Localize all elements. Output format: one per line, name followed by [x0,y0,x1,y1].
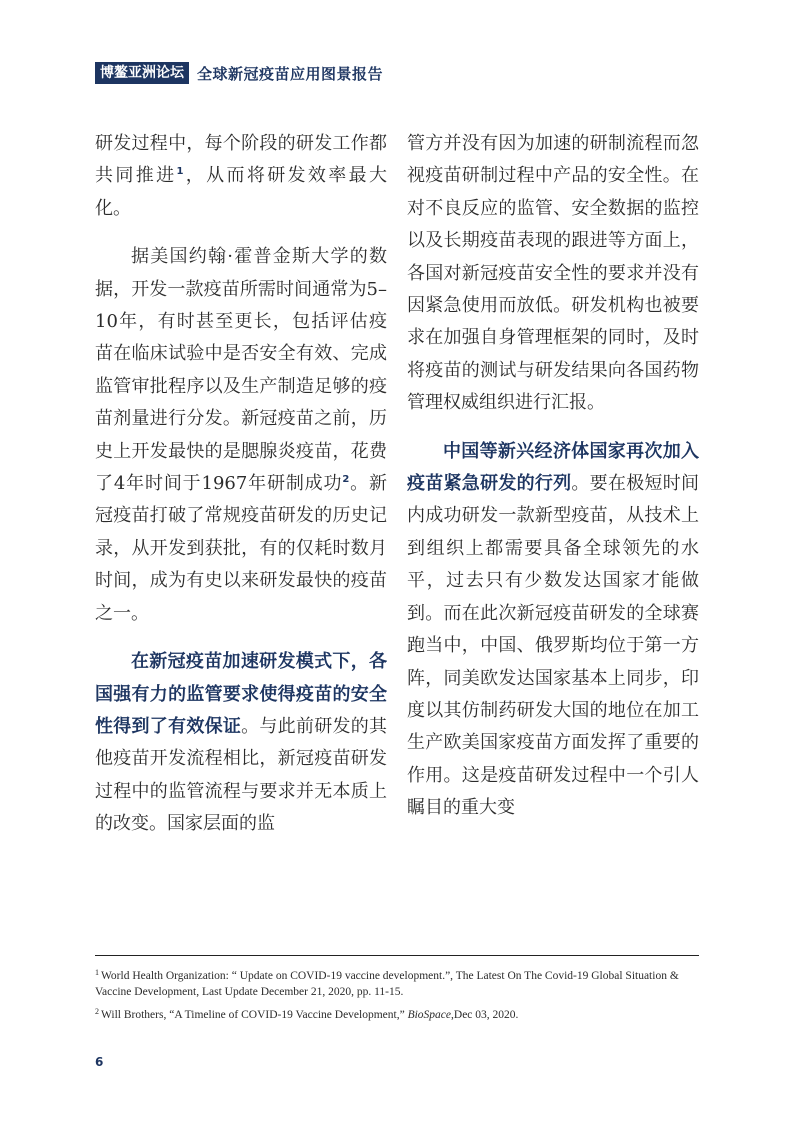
page-header [95,62,383,84]
highlight-text: 中国等新兴经济体国家再次加入疫苗紧急研发的行列 [407,440,699,495]
footnote-number: 2 [95,1007,99,1016]
footnote-ref[interactable]: 1 [176,166,184,178]
paragraph [95,128,387,225]
footnote-ref[interactable]: 2 [342,474,350,486]
paragraph [95,646,387,840]
footnote [95,1007,699,1023]
brand-badge: 博鳌亚洲论坛 [95,62,189,84]
page-number: 6 [95,1055,104,1069]
paragraph-text: 。新冠疫苗打破了常规疫苗研发的历史记录，从开发到获批，有的仅耗时数月时间，成为有史以来研发最快的疫苗之一。 [95,473,388,624]
footnote-source: BioSpace [407,1009,452,1021]
highlight-text: 在新冠疫苗加速研发模式下，各国强有力的监管要求使得疫苗的安全性得到了有效保证 [95,651,387,737]
footnote-number: 1 [95,968,99,977]
paragraph [95,241,387,630]
paragraph-text: 管方并没有因为加速的研制流程而忽视疫苗研制过程中产品的安全性。在对不良反应的监管、安全数据的监控以及长期疫苗表现的跟进等方面上，各国对新冠疫苗安全性的要求并没有因紧急使用而放低。研发机构也被要求在加强自身管理框架的同时，及时将疫苗的测试与研发结果向各国药物管理权威组织进行汇报。 [407,133,699,414]
paragraph [407,128,699,420]
paragraph-text: ，从而将研发效率最大化。 [95,165,387,219]
paragraph-text: 。与此前研发的其他疫苗开发流程相比，新冠疫苗研发过程中的监管流程与要求并无本质上的改变。国家层面的监 [95,715,388,835]
right-column [407,128,699,841]
footnote-text: World Health Organization: “ Update on COVID-19 vaccine development.”, The Latest On The Covid-19 Global Situation & Vaccine Development, Last Update December 21, 2020, pp. 11-15. [95,970,679,998]
footnote-divider [95,955,699,956]
footnote-text: Will Brothers, “A Timeline of COVID-19 Vaccine Development,” [101,1009,408,1021]
left-column [95,128,387,857]
paragraph-text: 。要在极短时间内成功研发一款新型疫苗，从技术上到组织上都需要具备全球领先的水平，过去只有少数发达国家才能做到。而在此次新冠疫苗研发的全球赛跑当中，中国、俄罗斯均位于第一方阵，同美欧发达国家基本上同步，印度以其仿制药研发大国的地位在加工生产欧美国家疫苗方面发挥了重要的作用。这是疫苗研发过程中一个引人瞩目的重大变 [407,473,700,819]
paragraph [407,436,699,825]
footnote [95,968,699,1000]
report-title: 全球新冠疫苗应用图景报告 [197,64,384,83]
paragraph-text: 据美国约翰·霍普金斯大学的数据，开发一款疫苗所需时间通常为5–10年，有时甚至更长，包括评估疫苗在临床试验中是否安全有效、完成监管审批程序以及生产制造足够的疫苗剂量进行分发。新冠疫苗之前，历史上开发最快的是腮腺炎疫苗，花费了4年时间于1967年研制成功 [95,246,387,495]
paragraph-text: 研发过程中，每个阶段的研发工作都共同推进 [95,133,387,187]
footnote-text: ,Dec 03, 2020. [451,1009,519,1021]
footnotes [95,968,699,1030]
